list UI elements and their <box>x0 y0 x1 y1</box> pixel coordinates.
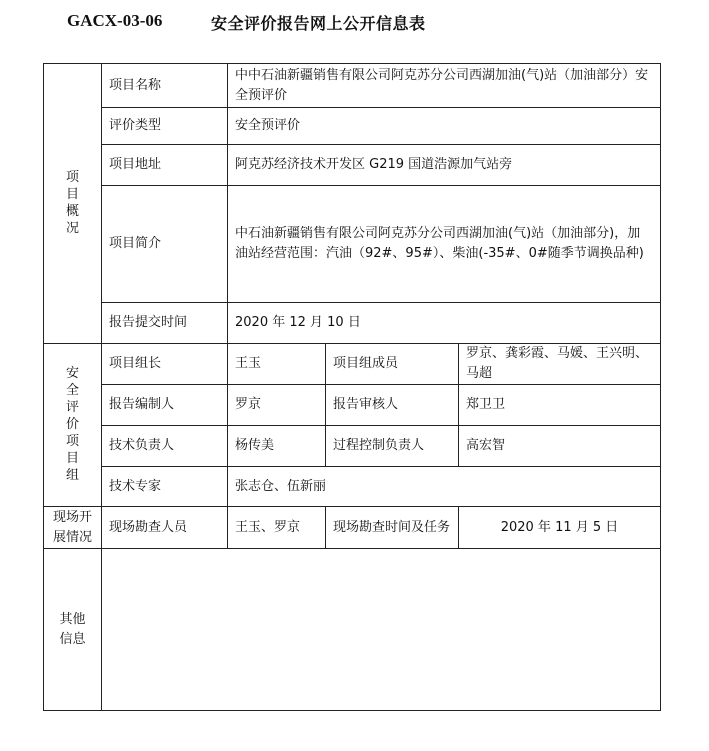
table-row <box>44 426 661 467</box>
category-site: 现场开展情况 <box>44 507 102 549</box>
author-value: 罗京 <box>228 385 326 426</box>
table-row <box>44 344 661 385</box>
members-label: 项目组成员 <box>326 344 459 385</box>
project-name-value: 中中石油新疆销售有限公司阿克苏分公司西湖加油(气)站（加油部分）安全预评价 <box>228 64 661 108</box>
eval-type-value: 安全预评价 <box>228 108 661 145</box>
table-row <box>44 385 661 426</box>
experts-label: 技术专家 <box>102 467 228 507</box>
process-lead-label: 过程控制负责人 <box>326 426 459 467</box>
table-row <box>44 549 661 711</box>
tech-lead-label: 技术负责人 <box>102 426 228 467</box>
leader-label: 项目组长 <box>102 344 228 385</box>
address-label: 项目地址 <box>102 145 228 186</box>
address-value: 阿克苏经济技术开发区 G219 国道浩源加气站旁 <box>228 145 661 186</box>
surveyors-label: 现场勘查人员 <box>102 507 228 549</box>
eval-type-label: 评价类型 <box>102 108 228 145</box>
other-info-value <box>102 549 661 711</box>
table-row <box>44 108 661 145</box>
intro-label: 项目简介 <box>102 186 228 303</box>
project-name-label: 项目名称 <box>102 64 228 108</box>
survey-time-label: 现场勘查时间及任务 <box>326 507 459 549</box>
submit-time-value: 2020 年 12 月 10 日 <box>228 303 661 344</box>
members-value: 罗京、龚彩霞、马媛、王兴明、马超 <box>459 344 661 385</box>
table-row <box>44 64 661 108</box>
document-code: GACX-03-06 <box>67 11 163 30</box>
reviewer-value: 郑卫卫 <box>459 385 661 426</box>
experts-value: 张志仓、伍新丽 <box>228 467 661 507</box>
table-row <box>44 507 661 549</box>
category-other: 其他信息 <box>44 549 102 711</box>
table-row <box>44 145 661 186</box>
category-eval-team: 安全评价项目组 <box>44 344 102 507</box>
reviewer-label: 报告审核人 <box>326 385 459 426</box>
submit-time-label: 报告提交时间 <box>102 303 228 344</box>
leader-value: 王玉 <box>228 344 326 385</box>
surveyors-value: 王玉、罗京 <box>228 507 326 549</box>
table-row <box>44 186 661 303</box>
intro-value: 中石油新疆销售有限公司阿克苏分公司西湖加油(气)站（加油部分)，加油站经营范围：汽油（92#、95#）、柴油(-35#、0#随季节调换品种) <box>228 186 661 303</box>
table-row <box>44 303 661 344</box>
tech-lead-value: 杨传美 <box>228 426 326 467</box>
survey-time-value: 2020 年 11 月 5 日 <box>459 507 661 549</box>
document-title: 安全评价报告网上公开信息表 <box>211 14 426 33</box>
info-table <box>43 63 661 711</box>
process-lead-value: 高宏智 <box>459 426 661 467</box>
category-project-overview: 项目概况 <box>44 64 102 344</box>
author-label: 报告编制人 <box>102 385 228 426</box>
table-row <box>44 467 661 507</box>
